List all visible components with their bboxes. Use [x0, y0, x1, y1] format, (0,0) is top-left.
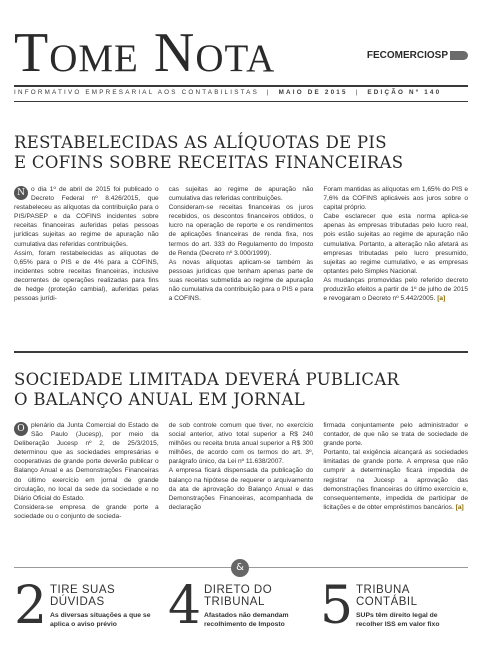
- masthead-rule-bottom: [14, 101, 468, 102]
- newsletter-title: Tome Nota: [14, 22, 276, 84]
- info-edition: EDIÇÃO Nº 140: [367, 89, 442, 96]
- masthead-rule-top: [14, 85, 468, 87]
- article-pis-cofins: [14, 133, 468, 343]
- paragraph: [323, 276, 468, 303]
- paragraph-text: As mudanças promovidas pelo referido decreto produzirão efeitos a partir de 1º de julho de 2015 e revogaram o Decreto nº 5.442/2005.: [323, 276, 469, 303]
- teaser-title: DIRETO DO TRIBUNAL: [204, 584, 273, 608]
- teaser-subtitle: SUPs têm direito legal de recolher ISS em valor fixo: [356, 612, 440, 628]
- teaser-page-number: 5: [320, 576, 354, 636]
- article-title: [14, 370, 468, 410]
- teaser-subtitle: Afastados não demandam recolhimento de Imposto: [204, 612, 289, 628]
- info-subtitle: INFORMATIVO EMPRESARIAL AOS CONTABILISTAS: [14, 89, 259, 96]
- end-mark: [a]: [437, 295, 446, 303]
- brand-name: FECOMERCIOSP: [366, 50, 448, 61]
- article-column: [14, 185, 159, 303]
- article-title-line: RESTABELECIDAS AS ALÍQUOTAS DE PIS: [14, 133, 387, 152]
- paragraph: Consideram-se receitas financeiras os juros recebidos, os descontos financeiros obtidos, o lucro na operação de reporte e os rendimentos de aplicações financeiras de renda fixa, nos termos do art. 333 do Regulamento do Imposto de Renda (Decreto nº 3.000/1999).: [168, 204, 314, 257]
- masthead: [14, 24, 468, 82]
- paragraph: Cabe esclarecer que esta norma aplica-se apenas às empresas tributadas pelo lucro real, pois estão sujeitas ao regime de apuração não cumulativa. Portanto, a alteração não afetará as empresas tributadas pelo lucro presumido, sujeitas ao regime cumulativo, e as empresas optantes pelo Simples Nacional.: [323, 213, 469, 275]
- article-column: [169, 185, 314, 303]
- teaser-tire-suas-duvidas[interactable]: [14, 576, 164, 642]
- paragraph: o dia 1º de abril de 2015 foi publicado o Decreto Federal nº 8.426/2015, que restabeleceu as alíquotas da contribuição para o PIS/PASEP e da COFINS incidentes sobre receitas financeiras auferidas pelas pessoas jurídicas sujeitas ao regime de apuração não cumulativa das referidas contribuições.: [14, 186, 159, 248]
- article-title: [14, 133, 468, 173]
- paragraph: plenário da Junta Comercial do Estado de São Paulo (Jucesp), por meio da Deliberação Jucesp nº 2, de 25/3/2015, determinou que as sociedades empresárias e cooperativas de grande porte deverão publicar o Balanço Anual e as Demonstrações Financeiras do último exercício em jornal de grande circulação, no local da sede da sociedade e no Diário Oficial do Estado.: [14, 422, 159, 502]
- paragraph: [323, 448, 468, 512]
- ampersand-icon: &: [231, 559, 249, 577]
- paragraph: cas sujeitas ao regime de apuração não cumulativa das referidas contribuições.: [168, 186, 314, 203]
- dropcap: N: [14, 186, 28, 200]
- paragraph: Foram mantidas as alíquotas em 1,65% do PIS e 7,6% da COFINS aplicáveis aos juros sobre o capital próprio.: [323, 186, 469, 212]
- paragraph: firmada conjuntamente pelo administrador e contador, de que não se trata de sociedade de grande porte.: [323, 422, 469, 448]
- article-title-line: O BALANÇO ANUAL EM JORNAL: [14, 390, 305, 409]
- article-columns: [14, 421, 468, 521]
- article-column: [323, 421, 468, 521]
- teaser-page-number: 4: [168, 576, 202, 636]
- paragraph: Assim, foram restabelecidas as alíquotas de 0,65% para o PIS e de 4% para a COFINS, incidentes sobre receitas financeiras, inclusive decorrentes de operações realizadas para fins de hedge (proteção cambial), auferidas pelas pessoas jurídi-: [14, 249, 159, 303]
- brand-logo: [367, 50, 468, 61]
- teaser-page-number: 2: [14, 576, 48, 636]
- section-divider: [14, 351, 468, 353]
- teaser-tribuna-contabil[interactable]: [320, 576, 470, 642]
- masthead-info-line: INFORMATIVO EMPRESARIAL AOS CONTABILISTAS | MAIO DE 2015 | EDIÇÃO Nº 140: [14, 89, 442, 96]
- paragraph: de sob controle comum que tiver, no exercício social anterior, ativo total superior a R$ 240 milhões ou receita bruta anual superior a R$ 300 milhões, de acordo com os termos do art. 3º, parágrafo único, da Lei nº 11.638/2007.: [168, 422, 314, 466]
- dropcap: O: [14, 422, 28, 436]
- info-date: MAIO DE 2015: [278, 89, 348, 96]
- teaser-title: TRIBUNA CONTÁBIL: [356, 584, 418, 608]
- article-balanco-anual: [14, 370, 468, 550]
- paragraph: As novas alíquotas aplicam-se também às pessoas jurídicas que tenham apenas parte de suas receitas submetida ao regime de apuração não cumulativa da contribuição para o PIS e para a COFINS.: [168, 258, 314, 303]
- article-title-line: SOCIEDADE LIMITADA DEVERÁ PUBLICAR: [14, 370, 400, 389]
- article-columns: [14, 185, 468, 303]
- end-mark: [a]: [455, 503, 464, 511]
- brand-mark-icon: [450, 51, 468, 60]
- teaser-title: TIRE SUAS DÚVIDAS: [50, 584, 116, 608]
- paragraph: A empresa ficará dispensada da publicação do balanço na hipótese de requerer o arquivamento da ata de aprovação do Balanço Anual e das Demonstrações Financeiras, acompanhada de declaração: [168, 467, 314, 511]
- article-column: [14, 421, 159, 521]
- article-column: [323, 185, 468, 303]
- teaser-subtitle: As diversas situações a que se aplica o aviso prévio: [50, 612, 151, 628]
- paragraph-text: Portanto, tal exigência alcançará as sociedades limitadas de grande porte. A empresa que não cumprir a determinação ficará impedida de registrar na Jucesp a aprovação das demonstrações financeiras do último exercício e, consequentemente, impedida de participar de licitações e de obter empréstimos bancários.: [323, 449, 469, 511]
- article-title-line: E COFINS SOBRE RECEITAS FINANCEIRAS: [14, 153, 404, 172]
- teaser-direto-do-tribunal[interactable]: [168, 576, 318, 642]
- article-column: [169, 421, 314, 521]
- paragraph: Considera-se empresa de grande porte a sociedade ou o conjunto de socieda-: [14, 503, 159, 520]
